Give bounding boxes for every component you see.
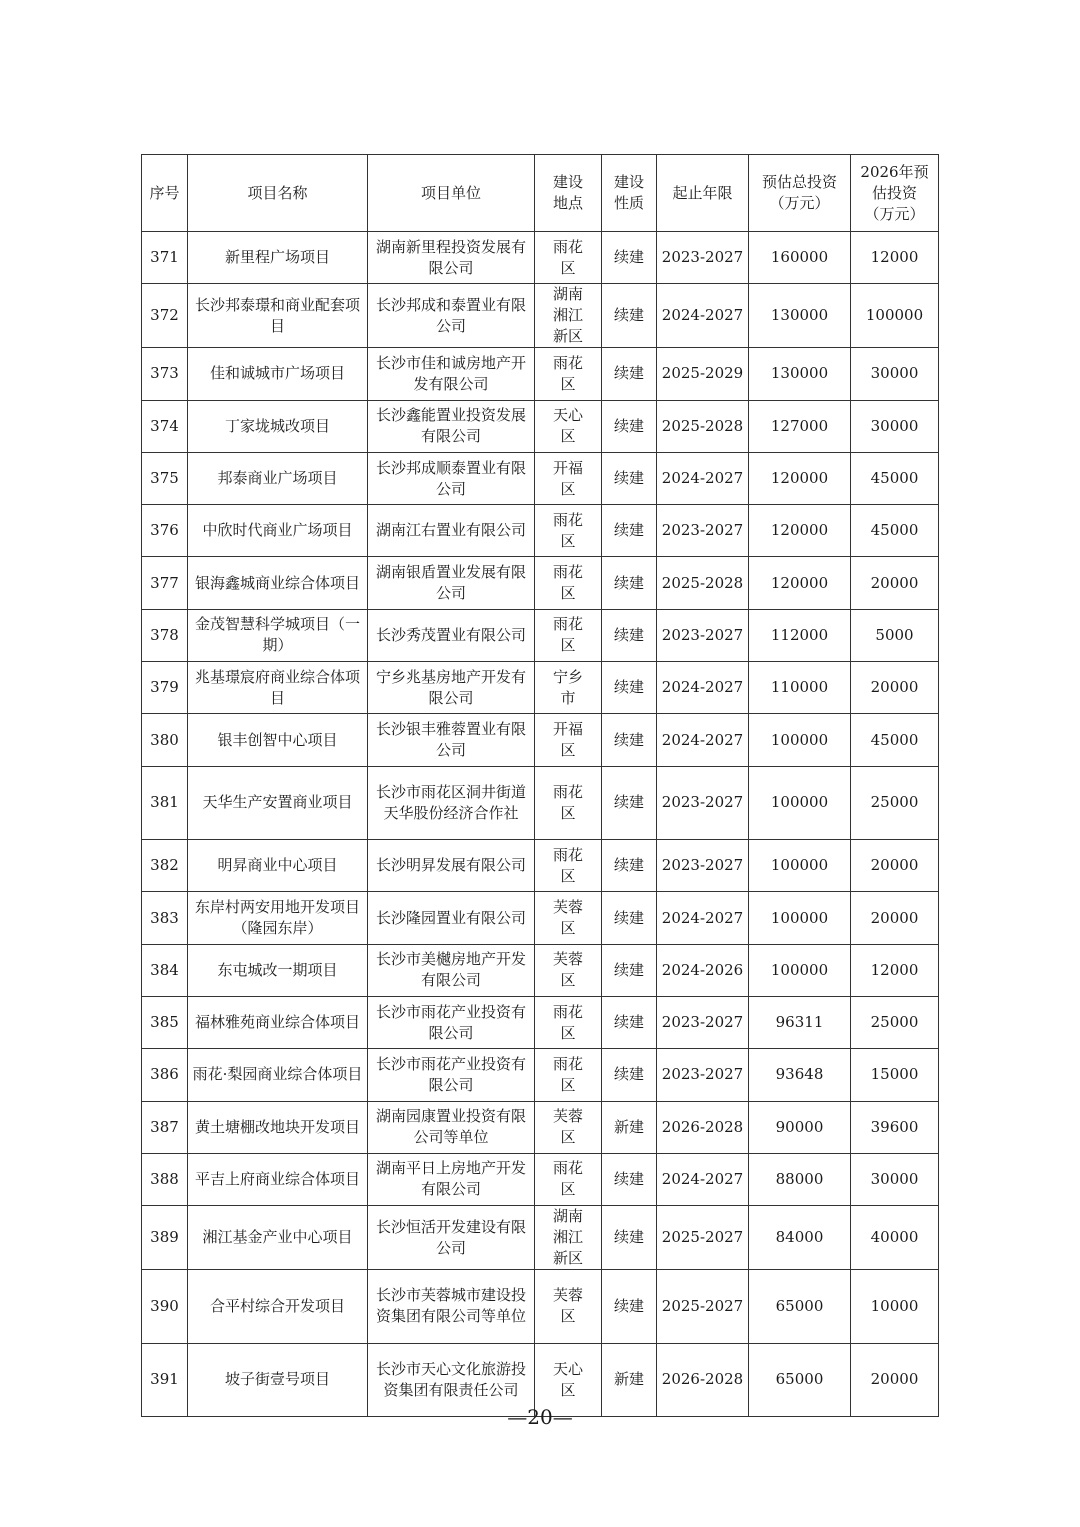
cell-2026-investment: 45000 xyxy=(851,505,939,557)
cell-total-investment: 84000 xyxy=(749,1206,851,1270)
header-seq: 序号 xyxy=(142,155,188,232)
cell-nature: 续建 xyxy=(602,400,657,452)
cell-location: 湖南湘江新区 xyxy=(535,1206,602,1270)
cell-total-investment: 127000 xyxy=(749,400,851,452)
cell-project-unit: 湖南园康置业投资有限公司等单位 xyxy=(368,1101,535,1153)
cell-total-investment: 93648 xyxy=(749,1049,851,1101)
table-row xyxy=(142,892,939,944)
cell-nature: 续建 xyxy=(602,840,657,892)
cell-nature: 续建 xyxy=(602,1153,657,1205)
cell-project-name: 邦泰商业广场项目 xyxy=(188,452,368,504)
cell-period: 2024-2027 xyxy=(657,892,749,944)
cell-2026-investment: 40000 xyxy=(851,1206,939,1270)
table-row xyxy=(142,452,939,504)
cell-2026-investment: 20000 xyxy=(851,557,939,609)
cell-seq: 385 xyxy=(142,996,188,1048)
cell-project-unit: 长沙邦成和泰置业有限公司 xyxy=(368,284,535,348)
header-project-name: 项目名称 xyxy=(188,155,368,232)
cell-project-name: 佳和诚城市广场项目 xyxy=(188,348,368,400)
cell-period: 2024-2027 xyxy=(657,1153,749,1205)
cell-location: 雨花区 xyxy=(535,996,602,1048)
cell-project-name: 丁家垅城改项目 xyxy=(188,400,368,452)
cell-seq: 382 xyxy=(142,840,188,892)
cell-location: 雨花区 xyxy=(535,505,602,557)
cell-project-name: 银海鑫城商业综合体项目 xyxy=(188,557,368,609)
cell-nature: 续建 xyxy=(602,557,657,609)
table-row xyxy=(142,714,939,766)
cell-project-unit: 长沙鑫能置业投资发展有限公司 xyxy=(368,400,535,452)
cell-seq: 387 xyxy=(142,1101,188,1153)
cell-seq: 375 xyxy=(142,452,188,504)
cell-nature: 续建 xyxy=(602,766,657,839)
header-period: 起止年限 xyxy=(657,155,749,232)
cell-location: 雨花区 xyxy=(535,1049,602,1101)
table-row xyxy=(142,662,939,714)
cell-period: 2025-2029 xyxy=(657,348,749,400)
cell-nature: 新建 xyxy=(602,1101,657,1153)
cell-period: 2025-2027 xyxy=(657,1270,749,1343)
cell-total-investment: 130000 xyxy=(749,348,851,400)
cell-total-investment: 96311 xyxy=(749,996,851,1048)
cell-nature: 续建 xyxy=(602,284,657,348)
cell-total-investment: 160000 xyxy=(749,232,851,284)
cell-location: 芙蓉区 xyxy=(535,1101,602,1153)
cell-period: 2023-2027 xyxy=(657,766,749,839)
cell-2026-investment: 45000 xyxy=(851,714,939,766)
cell-nature: 续建 xyxy=(602,892,657,944)
cell-2026-investment: 25000 xyxy=(851,996,939,1048)
cell-project-name: 福林雅苑商业综合体项目 xyxy=(188,996,368,1048)
cell-location: 雨花区 xyxy=(535,232,602,284)
cell-location: 芙蓉区 xyxy=(535,892,602,944)
cell-seq: 380 xyxy=(142,714,188,766)
cell-period: 2024-2027 xyxy=(657,452,749,504)
cell-seq: 388 xyxy=(142,1153,188,1205)
cell-location: 湖南湘江新区 xyxy=(535,284,602,348)
cell-project-name: 雨花·梨园商业综合体项目 xyxy=(188,1049,368,1101)
cell-total-investment: 100000 xyxy=(749,766,851,839)
cell-project-unit: 长沙明昇发展有限公司 xyxy=(368,840,535,892)
cell-location: 宁乡市 xyxy=(535,662,602,714)
cell-seq: 389 xyxy=(142,1206,188,1270)
cell-project-unit: 湖南银盾置业发展有限公司 xyxy=(368,557,535,609)
table-row xyxy=(142,348,939,400)
cell-2026-investment: 12000 xyxy=(851,232,939,284)
cell-nature: 续建 xyxy=(602,996,657,1048)
cell-seq: 378 xyxy=(142,609,188,661)
cell-project-name: 明昇商业中心项目 xyxy=(188,840,368,892)
cell-2026-investment: 39600 xyxy=(851,1101,939,1153)
table-row xyxy=(142,505,939,557)
header-2026-investment: 2026年预估投资（万元） xyxy=(851,155,939,232)
cell-project-name: 金茂智慧科学城项目（一期） xyxy=(188,609,368,661)
cell-period: 2024-2027 xyxy=(657,662,749,714)
cell-period: 2025-2028 xyxy=(657,400,749,452)
cell-project-unit: 长沙银丰雅蓉置业有限公司 xyxy=(368,714,535,766)
cell-location: 雨花区 xyxy=(535,1153,602,1205)
table-header-row xyxy=(142,155,939,232)
cell-project-unit: 长沙秀茂置业有限公司 xyxy=(368,609,535,661)
cell-period: 2025-2027 xyxy=(657,1206,749,1270)
cell-nature: 续建 xyxy=(602,232,657,284)
cell-total-investment: 130000 xyxy=(749,284,851,348)
cell-project-name: 东屯城改一期项目 xyxy=(188,944,368,996)
cell-total-investment: 100000 xyxy=(749,840,851,892)
cell-project-unit: 湖南新里程投资发展有限公司 xyxy=(368,232,535,284)
cell-location: 天心区 xyxy=(535,400,602,452)
page-number: —20— xyxy=(507,1405,573,1429)
cell-project-name: 新里程广场项目 xyxy=(188,232,368,284)
cell-nature: 续建 xyxy=(602,452,657,504)
cell-project-unit: 湖南江右置业有限公司 xyxy=(368,505,535,557)
table-row xyxy=(142,232,939,284)
cell-2026-investment: 25000 xyxy=(851,766,939,839)
cell-nature: 续建 xyxy=(602,1206,657,1270)
cell-2026-investment: 10000 xyxy=(851,1270,939,1343)
cell-project-name: 银丰创智中心项目 xyxy=(188,714,368,766)
cell-project-unit: 长沙市天心文化旅游投资集团有限责任公司 xyxy=(368,1343,535,1416)
cell-seq: 384 xyxy=(142,944,188,996)
cell-project-name: 中欣时代商业广场项目 xyxy=(188,505,368,557)
cell-period: 2023-2027 xyxy=(657,609,749,661)
cell-period: 2023-2027 xyxy=(657,232,749,284)
cell-seq: 371 xyxy=(142,232,188,284)
cell-2026-investment: 20000 xyxy=(851,1343,939,1416)
cell-project-name: 合平村综合开发项目 xyxy=(188,1270,368,1343)
cell-seq: 386 xyxy=(142,1049,188,1101)
cell-project-name: 东岸村两安用地开发项目（隆园东岸） xyxy=(188,892,368,944)
cell-total-investment: 120000 xyxy=(749,557,851,609)
table-row xyxy=(142,1206,939,1270)
table-row xyxy=(142,609,939,661)
cell-nature: 续建 xyxy=(602,662,657,714)
cell-seq: 374 xyxy=(142,400,188,452)
cell-location: 雨花区 xyxy=(535,348,602,400)
cell-2026-investment: 20000 xyxy=(851,662,939,714)
cell-period: 2026-2028 xyxy=(657,1343,749,1416)
cell-total-investment: 65000 xyxy=(749,1343,851,1416)
cell-period: 2023-2027 xyxy=(657,1049,749,1101)
cell-seq: 373 xyxy=(142,348,188,400)
cell-project-unit: 宁乡兆基房地产开发有限公司 xyxy=(368,662,535,714)
cell-nature: 新建 xyxy=(602,1343,657,1416)
cell-2026-investment: 20000 xyxy=(851,892,939,944)
cell-2026-investment: 20000 xyxy=(851,840,939,892)
cell-location: 雨花区 xyxy=(535,557,602,609)
cell-2026-investment: 100000 xyxy=(851,284,939,348)
cell-project-unit: 长沙市雨花产业投资有限公司 xyxy=(368,1049,535,1101)
cell-nature: 续建 xyxy=(602,505,657,557)
cell-project-name: 湘江基金产业中心项目 xyxy=(188,1206,368,1270)
cell-period: 2024-2027 xyxy=(657,284,749,348)
cell-total-investment: 100000 xyxy=(749,714,851,766)
cell-project-unit: 长沙隆园置业有限公司 xyxy=(368,892,535,944)
cell-seq: 379 xyxy=(142,662,188,714)
cell-location: 芙蓉区 xyxy=(535,1270,602,1343)
cell-total-investment: 112000 xyxy=(749,609,851,661)
cell-location: 芙蓉区 xyxy=(535,944,602,996)
cell-project-unit: 长沙邦成顺泰置业有限公司 xyxy=(368,452,535,504)
cell-total-investment: 65000 xyxy=(749,1270,851,1343)
cell-2026-investment: 30000 xyxy=(851,348,939,400)
cell-project-unit: 长沙市芙蓉城市建设投资集团有限公司等单位 xyxy=(368,1270,535,1343)
cell-project-unit: 长沙市雨花产业投资有限公司 xyxy=(368,996,535,1048)
cell-seq: 377 xyxy=(142,557,188,609)
table-row xyxy=(142,944,939,996)
cell-location: 开福区 xyxy=(535,714,602,766)
table-row xyxy=(142,557,939,609)
table-row xyxy=(142,766,939,839)
cell-project-name: 平吉上府商业综合体项目 xyxy=(188,1153,368,1205)
table-row xyxy=(142,840,939,892)
cell-project-name: 长沙邦泰璟和商业配套项目 xyxy=(188,284,368,348)
cell-location: 天心区 xyxy=(535,1343,602,1416)
table-row xyxy=(142,996,939,1048)
cell-2026-investment: 30000 xyxy=(851,1153,939,1205)
cell-2026-investment: 5000 xyxy=(851,609,939,661)
cell-2026-investment: 30000 xyxy=(851,400,939,452)
header-total-investment: 预估总投资（万元） xyxy=(749,155,851,232)
cell-nature: 续建 xyxy=(602,609,657,661)
table-row xyxy=(142,284,939,348)
cell-seq: 372 xyxy=(142,284,188,348)
cell-total-investment: 90000 xyxy=(749,1101,851,1153)
cell-seq: 376 xyxy=(142,505,188,557)
cell-project-unit: 湖南平日上房地产开发有限公司 xyxy=(368,1153,535,1205)
cell-seq: 391 xyxy=(142,1343,188,1416)
cell-2026-investment: 45000 xyxy=(851,452,939,504)
table-row xyxy=(142,1270,939,1343)
project-table xyxy=(141,154,939,1417)
cell-project-name: 天华生产安置商业项目 xyxy=(188,766,368,839)
cell-nature: 续建 xyxy=(602,1049,657,1101)
cell-total-investment: 88000 xyxy=(749,1153,851,1205)
cell-nature: 续建 xyxy=(602,348,657,400)
cell-location: 开福区 xyxy=(535,452,602,504)
table-row xyxy=(142,1101,939,1153)
cell-total-investment: 110000 xyxy=(749,662,851,714)
cell-total-investment: 100000 xyxy=(749,892,851,944)
cell-period: 2025-2028 xyxy=(657,557,749,609)
cell-project-unit: 长沙市佳和诚房地产开发有限公司 xyxy=(368,348,535,400)
cell-period: 2023-2027 xyxy=(657,840,749,892)
table-row xyxy=(142,1049,939,1101)
cell-total-investment: 120000 xyxy=(749,452,851,504)
cell-seq: 390 xyxy=(142,1270,188,1343)
header-project-unit: 项目单位 xyxy=(368,155,535,232)
cell-project-name: 黄土塘棚改地块开发项目 xyxy=(188,1101,368,1153)
cell-nature: 续建 xyxy=(602,944,657,996)
cell-nature: 续建 xyxy=(602,1270,657,1343)
header-location: 建设地点 xyxy=(535,155,602,232)
header-nature: 建设性质 xyxy=(602,155,657,232)
cell-period: 2024-2026 xyxy=(657,944,749,996)
cell-location: 雨花区 xyxy=(535,840,602,892)
cell-project-name: 兆基璟宸府商业综合体项目 xyxy=(188,662,368,714)
cell-location: 雨花区 xyxy=(535,766,602,839)
cell-2026-investment: 15000 xyxy=(851,1049,939,1101)
cell-project-name: 坡子街壹号项目 xyxy=(188,1343,368,1416)
cell-total-investment: 120000 xyxy=(749,505,851,557)
cell-seq: 381 xyxy=(142,766,188,839)
cell-nature: 续建 xyxy=(602,714,657,766)
cell-project-unit: 长沙市美樾房地产开发有限公司 xyxy=(368,944,535,996)
table-row xyxy=(142,1153,939,1205)
cell-total-investment: 100000 xyxy=(749,944,851,996)
table-row xyxy=(142,400,939,452)
cell-period: 2023-2027 xyxy=(657,996,749,1048)
cell-seq: 383 xyxy=(142,892,188,944)
cell-location: 雨花区 xyxy=(535,609,602,661)
cell-project-unit: 长沙恒活开发建设有限公司 xyxy=(368,1206,535,1270)
cell-period: 2024-2027 xyxy=(657,714,749,766)
cell-2026-investment: 12000 xyxy=(851,944,939,996)
cell-project-unit: 长沙市雨花区洞井街道天华股份经济合作社 xyxy=(368,766,535,839)
cell-period: 2026-2028 xyxy=(657,1101,749,1153)
cell-period: 2023-2027 xyxy=(657,505,749,557)
